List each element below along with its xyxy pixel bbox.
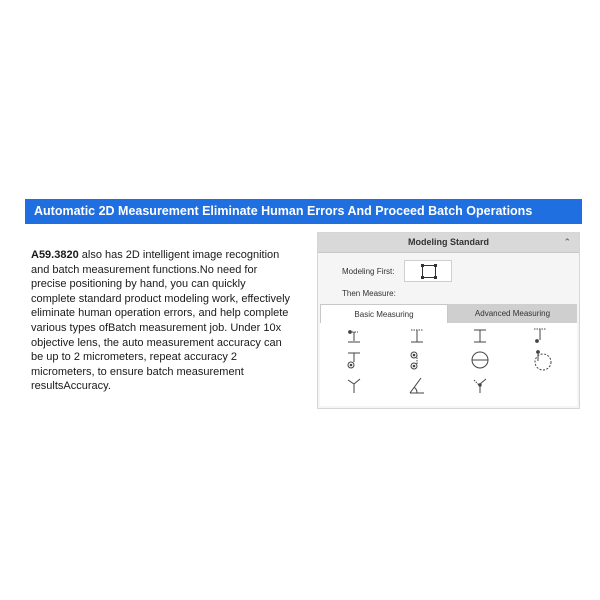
point-line-icon[interactable] — [534, 329, 546, 342]
vertex-angle-icon[interactable] — [348, 379, 360, 393]
description-text — [31, 248, 293, 394]
panel-header[interactable] — [318, 233, 579, 253]
point-to-line-distance-icon[interactable] — [348, 331, 360, 342]
modeling-first-button[interactable] — [404, 260, 452, 282]
tab-advanced-measuring[interactable]: Advanced Measuring — [448, 304, 577, 323]
tool-grid — [320, 323, 577, 406]
circle-to-circle-icon[interactable] — [411, 352, 417, 369]
arc-radius-icon[interactable] — [535, 351, 551, 370]
angle-icon[interactable] — [410, 378, 424, 393]
modeling-first-label: Modeling First: — [342, 267, 395, 276]
tool-icons — [320, 323, 577, 406]
line-to-circle-icon[interactable] — [348, 353, 360, 368]
modeling-standard-panel — [317, 232, 580, 409]
section-banner — [25, 199, 582, 224]
circle-diameter-icon[interactable] — [472, 352, 488, 368]
intersection-point-icon[interactable] — [474, 379, 486, 393]
parallel-lines-icon[interactable] — [474, 330, 486, 342]
measure-tabs — [320, 304, 577, 323]
line-distance-icon[interactable] — [411, 330, 423, 342]
collapse-icon[interactable]: ⌃ — [563, 237, 571, 247]
panel-title: Modeling Standard — [408, 237, 489, 247]
then-measure-label: Then Measure: — [342, 289, 396, 298]
tab-basic-measuring[interactable]: Basic Measuring — [320, 304, 448, 323]
model-number: A59.3820 — [31, 249, 79, 261]
description-body: also has 2D intelligent image recognition and batch measurement functions.No need for precise positioning by hand, you can quickly complete standard product modeling work, effectively eliminate human operation errors, and help complete various types ofBatch measurement job. Under 10x objective lens, the auto measurement accuracy can be up to 2 micrometers, repeat accuracy 2 micrometers, to ensure batch measurement resultsAccuracy. — [31, 249, 291, 393]
banner-title: Automatic 2D Measurement Eliminate Human Errors And Proceed Batch Operations — [34, 204, 533, 218]
rectangle-select-icon — [405, 261, 453, 283]
